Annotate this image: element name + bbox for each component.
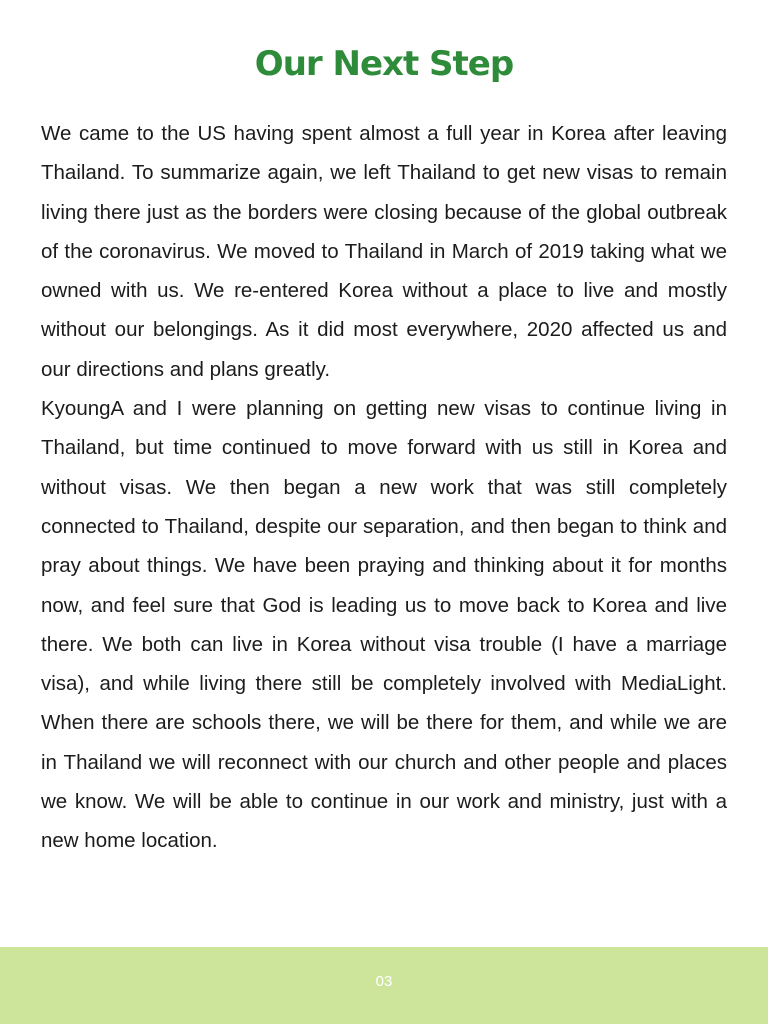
page-number: 03 xyxy=(375,973,393,990)
page-title: Our Next Step xyxy=(254,44,514,84)
footer-band xyxy=(0,947,768,1024)
body-text xyxy=(41,114,727,861)
paragraph: KyoungA and I were planning on getting new visas to continue living in Thailand, but time continued to move forward with us still in Korea and without visas. We then began a new work that was still completely connected to Thailand, despite our separation, and then began to think and pray about things. We have been praying and thinking about it for months now, and feel sure that God is leading us to move back to Korea and live there. We both can live in Korea without visa trouble (I have a marriage visa), and while living there still be completely involved with MediaLight. When there are schools there, we will be there for them, and while we are in Thailand we will reconnect with our church and other people and places we know. We will be able to continue in our work and ministry, just with a new home location. xyxy=(41,397,727,853)
paragraph: We came to the US having spent almost a full year in Korea after leaving Thailand. To summarize again, we left Thailand to get new visas to remain living there just as the borders were closing because of the global outbreak of the coronavirus. We moved to Thailand in March of 2019 taking what we owned with us. We re-entered Korea without a place to live and mostly without our belongings. As it did most everywhere, 2020 affected us and our directions and plans greatly. xyxy=(41,122,727,381)
